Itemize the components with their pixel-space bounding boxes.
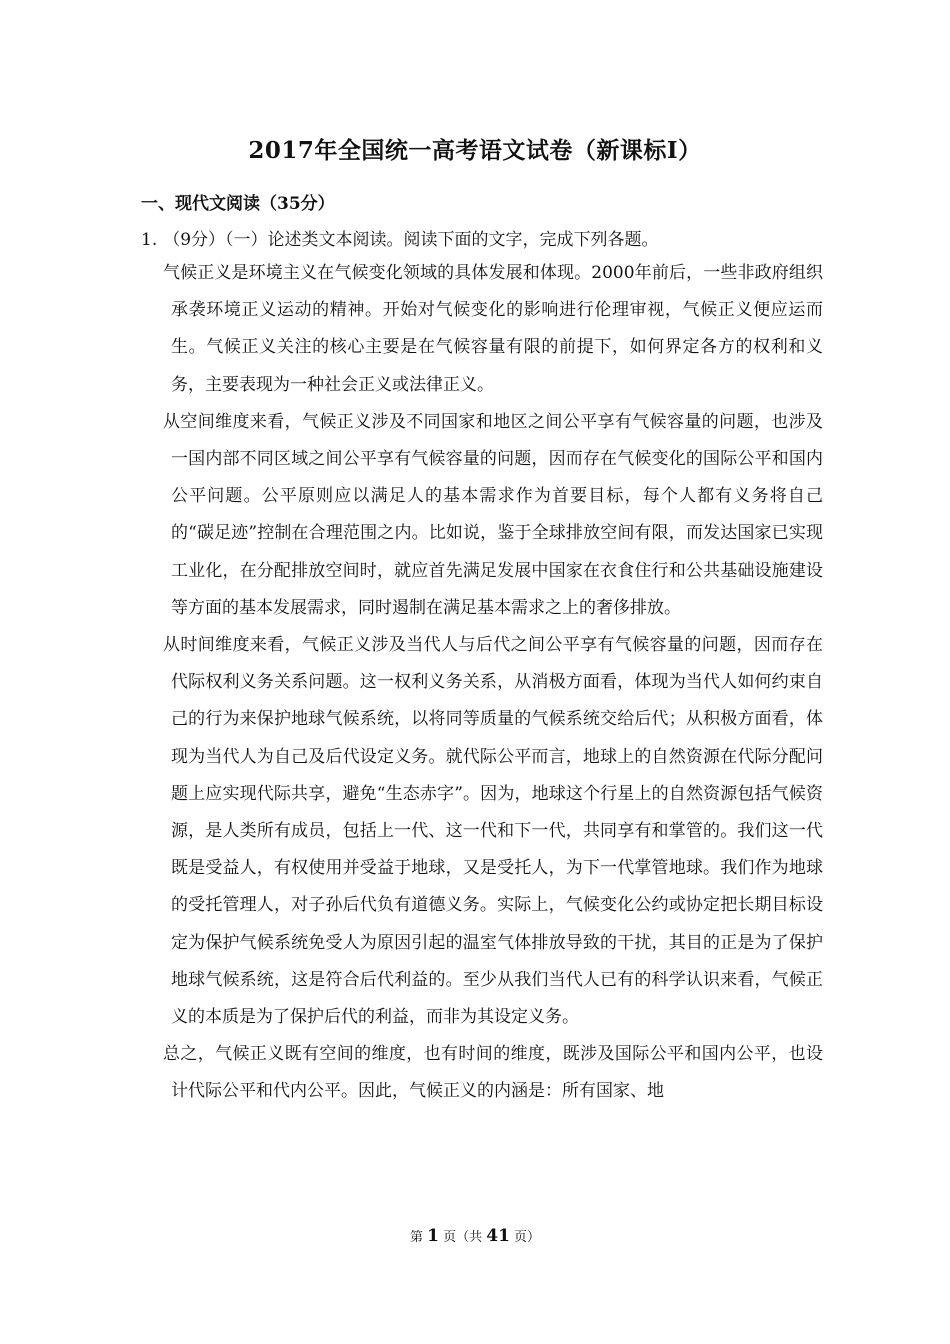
footer-prefix: 第 — [409, 1230, 423, 1245]
passage-paragraph: 气候正义是环境主义在气候变化领域的具体发展和体现。2000年前后，一些非政府组织承袭环境正义运动的精神。开始对气候变化的影响进行伦理审视，气候正义便应运而生。气候正义关注的核心主要是在气候容量有限的前提下，如何界定各方的权利和义务，主要表现为一种社会正义或法律正义。 — [163, 263, 823, 395]
section-heading: 一、现代文阅读（35分） — [141, 194, 335, 214]
total-page-count: 41 — [486, 1226, 510, 1246]
current-page-number: 1 — [427, 1226, 439, 1246]
question-number: 1. — [141, 230, 158, 250]
page-footer — [0, 1226, 950, 1246]
page-title: 2017年全国统一高考语文试卷（新课标Ⅰ） — [248, 137, 702, 164]
passage-paragraph: 总之，气候正义既有空间的维度，也有时间的维度，既涉及国际公平和国内公平，也设计代际公平和代内公平。因此，气候正义的内涵是：所有国家、地 — [163, 1044, 823, 1102]
footer-suffix: 页） — [514, 1230, 541, 1245]
question-prompt — [141, 225, 665, 250]
footer-middle: 页（共 — [443, 1230, 483, 1245]
passage-paragraph: 从时间维度来看，气候正义涉及当代人与后代之间公平享有气候容量的问题，因而存在代际权利义务关系问题。这一权利义务关系，从消极方面看，体现为当代人如何约束自己的行为来保护地球气候系统，以将同等质量的气候系统交给后代；从积极方面看，体现为当代人为自己及后代设定义务。就代际公平而言，地球上的自然资源在代际分配问题上应实现代际共享，避免“生态赤字”。因为，地球这个行星上的自然资源包括气候资源，是人类所有成员，包括上一代、这一代和下一代，共同享有和掌管的。我们这一代既是受益人，有权使用并受益于地球，又是受托人，为下一代掌管地球。我们作为地球的受托管理人，对子孙后代负有道德义务。实际上，气候变化公约或协定把长期目标设定为保护气候系统免受人为原因引起的温室气体排放导致的干扰，其目的正是为了保护地球气候系统，这是符合后代利益的。至少从我们当代人已有的科学认识来看，气候正义的本质是为了保护后代的利益，而非为其设定义务。 — [163, 635, 823, 1028]
question-text: （9分）（一）论述类文本阅读。阅读下面的文字，完成下列各题。 — [163, 230, 659, 250]
reading-passage — [163, 255, 823, 1111]
passage-paragraph: 从空间维度来看，气候正义涉及不同国家和地区之间公平享有气候容量的问题，也涉及一国内部不同区域之间公平享有气候容量的问题，因而存在气候变化的国际公平和国内公平问题。公平原则应以满足人的基本需求作为首要目标，每个人都有义务将自己的“碳足迹”控制在合理范围之内。比如说，鉴于全球排放空间有限，而发达国家已实现工业化，在分配排放空间时，就应首先满足发展中国家在衣食住行和公共基础设施建设等方面的基本发展需求，同时遏制在满足基本需求之上的奢侈排放。 — [163, 411, 823, 618]
